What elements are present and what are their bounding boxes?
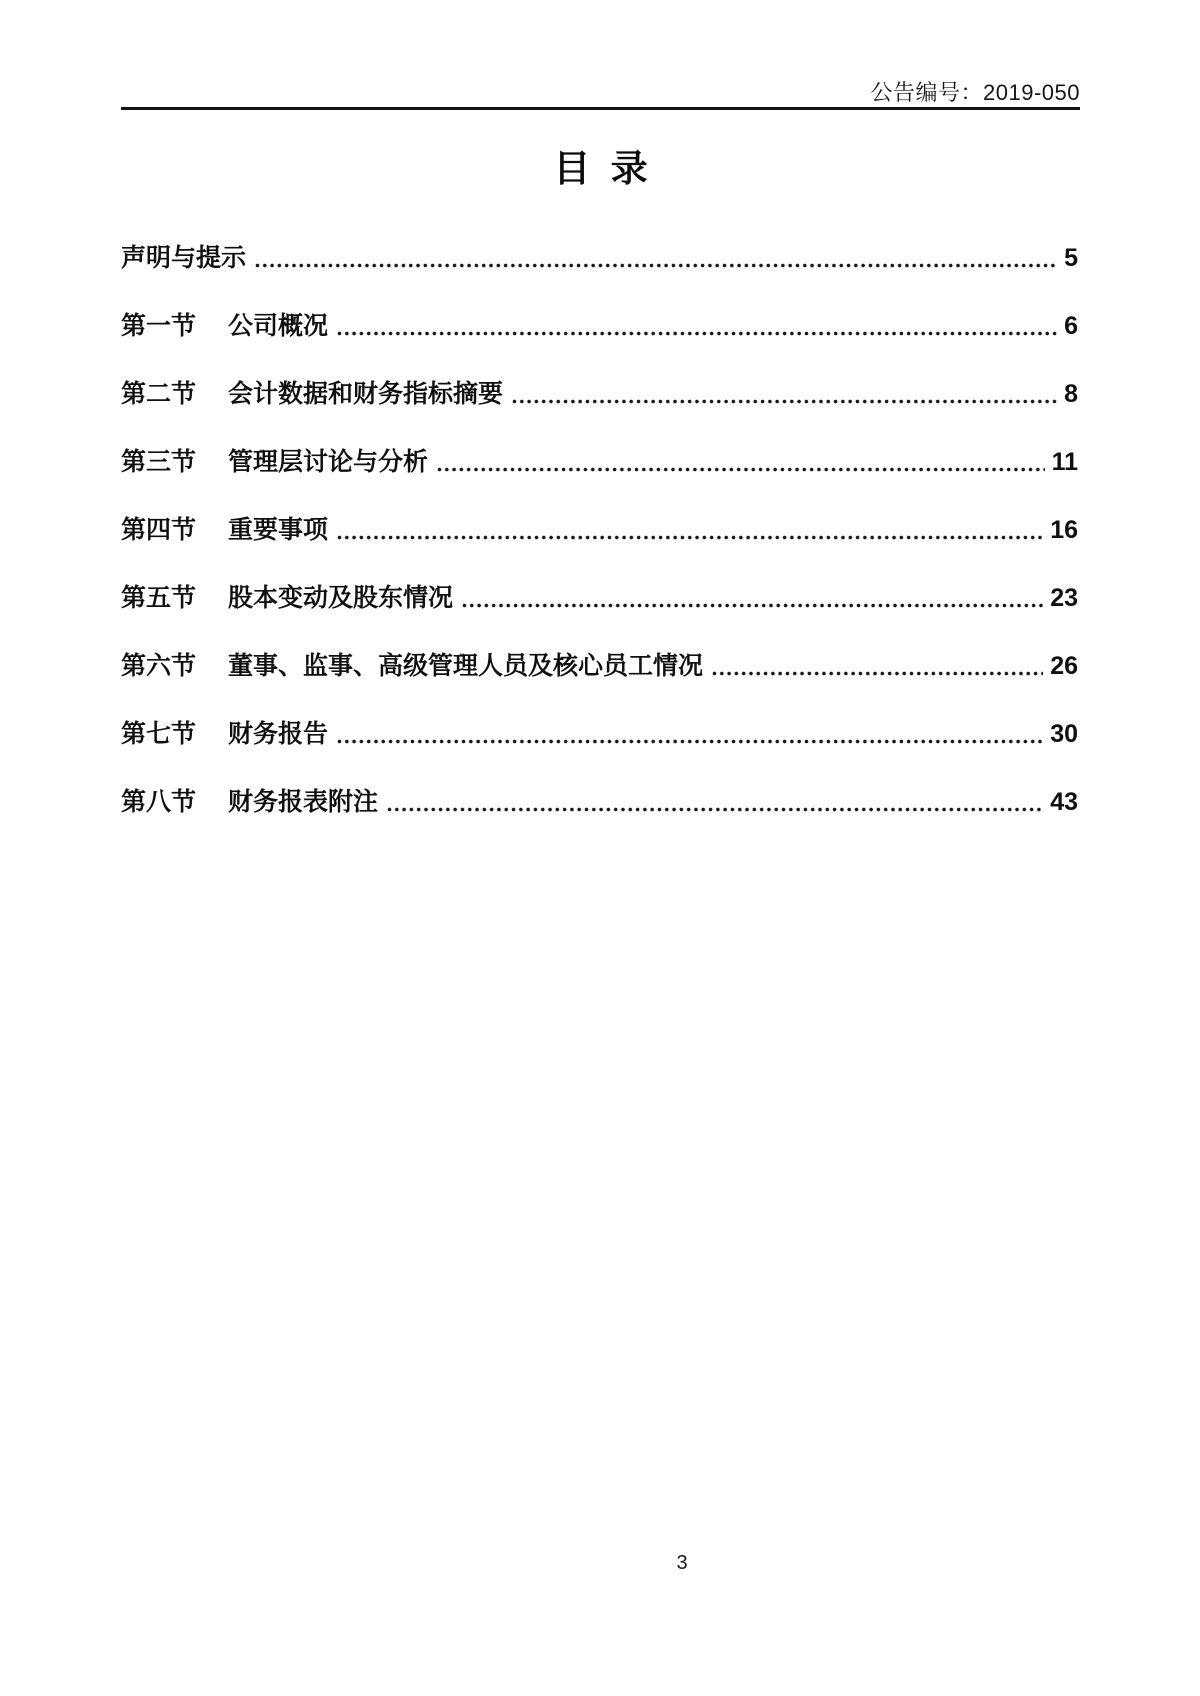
toc-entry[interactable] [121,313,1078,340]
dot-leader [255,263,1057,268]
dot-leader [712,671,1043,676]
toc-entry-title: 管理层讨论与分析 [228,448,429,476]
toc-section-label: 第三节 [121,448,197,476]
toc-entry-title: 财务报告 [228,720,329,748]
toc-entry-title: 股本变动及股东情况 [228,584,454,612]
toc-entry-page-number: 43 [1050,788,1078,816]
toc-entry-page-number: 26 [1050,652,1078,680]
toc-entry-page-number: 8 [1064,380,1078,408]
toc-section-label: 第六节 [121,652,197,680]
toc-entry-page-number: 30 [1050,720,1078,748]
dot-leader [337,739,1043,744]
toc-section-label: 第七节 [121,720,197,748]
footer-page-number: 3 [676,1552,688,1574]
toc-entry[interactable] [121,381,1078,408]
toc-list [121,245,1078,857]
toc-entry[interactable] [121,585,1078,612]
toc-entry[interactable] [121,449,1078,476]
toc-page-title: 目 录 [553,148,648,189]
dot-leader [462,603,1043,608]
toc-section-label: 第一节 [121,312,197,340]
header-divider-line [121,107,1080,110]
toc-entry[interactable] [121,245,1078,272]
announcement-number: 公告编号：2019-050 [870,80,1080,105]
toc-entry-title: 董事、监事、高级管理人员及核心员工情况 [228,652,704,680]
toc-entry[interactable] [121,517,1078,544]
dot-leader [437,467,1045,472]
toc-entry-title: 会计数据和财务指标摘要 [228,380,504,408]
toc-entry-page-number: 23 [1050,584,1078,612]
toc-entry[interactable] [121,653,1078,680]
toc-section-label: 第四节 [121,516,197,544]
dot-leader [512,399,1057,404]
toc-entry-page-number: 16 [1050,516,1078,544]
toc-section-label: 第二节 [121,380,197,408]
dot-leader [337,535,1043,540]
toc-section-label: 第五节 [121,584,197,612]
toc-entry-title: 声明与提示 [121,244,247,272]
toc-entry-page-number: 11 [1051,448,1078,476]
toc-entry-page-number: 6 [1064,312,1078,340]
toc-section-label: 第八节 [121,788,197,816]
toc-entry-page-number: 5 [1064,244,1078,272]
toc-entry-title: 重要事项 [228,516,329,544]
dot-leader [387,807,1043,812]
dot-leader [337,331,1057,336]
toc-entry[interactable] [121,721,1078,748]
toc-entry[interactable] [121,789,1078,816]
toc-entry-title: 财务报表附注 [228,788,379,816]
toc-entry-title: 公司概况 [228,312,329,340]
